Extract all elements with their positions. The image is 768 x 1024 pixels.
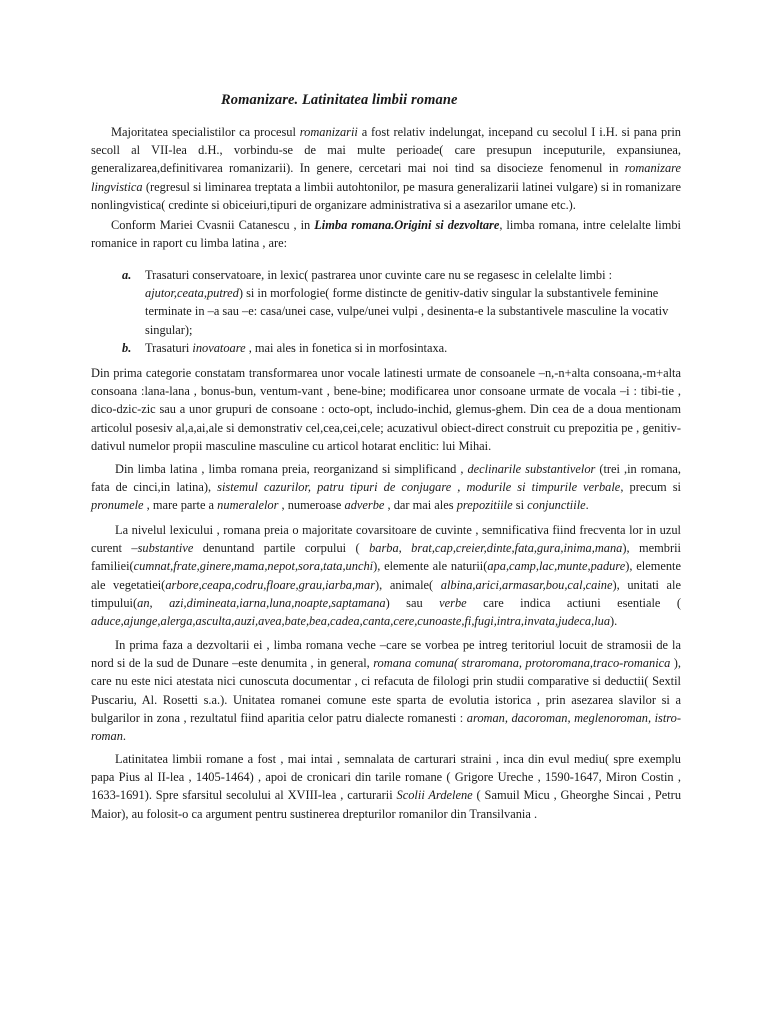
italic-term: aduce,ajunge,alerga,asculta,auzi,avea,bate,bea,cadea,canta,cere,cunoaste,fi,fugi,intra,invata,judeca,lua [91, 614, 611, 629]
italic-term: apa,camp,lac,munte,padure [487, 559, 626, 574]
text-span: , limba romana, intre celelalte limbi romanice in raport cu limba latina , are: [91, 218, 681, 251]
italic-term: barba, brat,cap,creier,dinte,fata,gura,inima,mana [369, 541, 623, 556]
text-span: , mai ales in fonetica si in morfosintaxa. [245, 340, 448, 355]
italic-term: substantive [137, 541, 194, 556]
text-span: , dar mai ales [384, 498, 457, 513]
text-span: care indica actiuni esentiale ( [466, 595, 682, 610]
paragraph-lexic [91, 521, 681, 630]
text-span: , mare parte a [143, 498, 218, 513]
italic-term: declinarile substantivelor [467, 462, 596, 476]
paragraph-latinitatea [91, 750, 681, 823]
text-span: denuntand partile corpului ( [193, 541, 370, 556]
text-span: In prima faza a dezvoltarii ei , limba romana veche –care se vorbea pe intreg teritoriul locuit de stramosii de la nord si de la sud de Dunare –este denumita , in general, [91, 638, 681, 671]
italic-term: aroman, dacoroman, meglenoroman, istro-roman [91, 710, 681, 744]
book-title: Limba romana.Origini si dezvoltare [314, 218, 500, 232]
list-marker: b. [122, 340, 132, 355]
text-span: , precum si [620, 480, 681, 495]
italic-term: inovatoare [192, 340, 246, 355]
paragraph-conform [91, 216, 681, 252]
text-span: (regresul si liminarea treptata a limbii autohtonilor, pe masura generalizarii latinei vulgare) si in romanizare nonlingvistica( credinte si obiceiuri,tipuri de organizare administrativa si a asezarilor umane etc.). [91, 179, 681, 212]
text-span: Trasaturi conservatoare, in lexic( pastrarea unor cuvinte care nu se regasesc in celelalte limbi : [145, 268, 613, 282]
paragraph-prima-categorie [91, 364, 681, 455]
italic-term: verbe [439, 595, 467, 610]
text-span: a fost relativ indelungat, incepand cu secolul I i.H. si pana prin secoll al VII-lea d.H., vorbindu-se de mai multe perioade( care presupun inceputurile, expansiunea, generalizarea,definitivarea romanizarii). In genere, cercetari mai noi tind sa disocieze fenomenul in [91, 125, 681, 176]
italic-term: sistemul cazurilor, patru tipuri de conjugare , modurile si timpurile verbale [217, 480, 621, 495]
text-span: . [122, 729, 127, 744]
list-marker: a. [122, 268, 132, 282]
italic-term: arbore,ceapa,codru,floare,grau,iarba,mar [165, 577, 376, 592]
text-span: si [512, 498, 528, 513]
text-span: ( Samuil Micu , Gheorghe Sincai , Petru Maior), au folosit-o ca argument pentru sustinerea drepturilor romanilor din Transilvania . [91, 788, 682, 821]
trait-list [91, 266, 681, 357]
italic-term: prepozitiile [456, 498, 513, 513]
italic-term: numeralelor [217, 498, 279, 513]
document-title: Romanizare. Latinitatea limbii romane [221, 92, 458, 108]
text-span: . [585, 498, 589, 513]
paragraph-romanizare [91, 123, 681, 214]
text-span: , numeroase [278, 498, 345, 513]
paragraph-limba-latina [91, 460, 681, 515]
italic-term: conjunctiile [527, 498, 586, 513]
italic-term: cumnat,frate,ginere,mama,nepot,sora,tata,unchi [133, 559, 374, 574]
italic-term: an, azi,dimineata,iarna,luna,noapte,saptamana [137, 595, 386, 610]
text-span: La nivelul lexicului , romana preia o majoritate covarsitoare de cuvinte , semnificativa fiind frecventa lor in uzul curent – [91, 523, 681, 556]
text-span: ) si in morfologie( forme distincte de genitiv-dativ singular la substantivele feminine terminate in –a sau –e: casa/unei case, vulpe/unei vulpi , desinenta-e la substantivele masculine la vocativ singular); [145, 286, 669, 337]
text-span: Din prima categorie constatam transformarea unor vocale latinesti urmate de consoanele –n,-n+alta consoana,-m+alta consoana :lana-lana , bonus-bun, ventum-vant , bene-bine; modificarea unor consoane urmate de vocala –i : tibi-tie , dico-dzic-zic sau a unor grupuri de consoane : octo-opt, includo-inchid, glemus-ghem. Din cea de a doua mentionam articolul posesiv al,a,ai,ale si demonstrativ cel,cea,cei,cele; acuzativul obiect-direct construit cu prepozitia pe , genitiv-dativul numelor propii masculine masculine cu articol hotarat enclitic: lui Mihai. [91, 366, 681, 453]
text-span: (trei ,in romana, fata de cinci,in latina), [91, 462, 681, 495]
text-span: Trasaturi [145, 340, 193, 355]
text-span: Latinitatea limbii romane a fost , mai intai , semnalata de carturari straini , inca din evul mediu( spre exemplu papa Pius al II-lea , 1405-1464) , apoi de cronicari din tarile romane ( Grigore Ureche , 1590-1647, Miron Costin , 1633-1691). Spre sfarsitul secolului al XVIII-lea , carturarii [91, 752, 681, 803]
text-span: ), animale( [375, 577, 441, 592]
text-span: ), elemente ale vegetatiei( [91, 559, 681, 592]
italic-term: Scolii Ardelene [396, 788, 473, 803]
text-span: ). [610, 614, 618, 629]
italic-term: albina,arici,armasar,bou,cal,caine [440, 577, 613, 592]
text-span: ), care nu este nici atestata nici cunoscuta documentar , ci refacuta de filologi prin studii comparative si deductii( Sextil Puscariu, Al. Rosetti s.a.). Unitatea romanei comune este sparta de evolutia istorica , prin asezarea slavilor si a bulgarilor in zona , rezultatul fiind aparitia celor patru dialecte romanesti : [91, 656, 682, 725]
list-item [91, 339, 681, 357]
paragraph-prima-faza [91, 636, 681, 745]
italic-term: pronumele [91, 498, 144, 513]
list-item [91, 266, 681, 339]
text-span: Din limba latina , limba romana preia, reorganizand si simplificand , [115, 462, 468, 476]
text-span: ), elemente ale naturii( [373, 559, 488, 574]
text-span: Conform Mariei Cvasnii Catanescu , in [111, 218, 315, 232]
italic-term: adverbe [344, 498, 385, 513]
italic-term: romanizare lingvistica [91, 161, 681, 194]
italic-term: ajutor,ceata,putred [145, 286, 239, 301]
text-span: Majoritatea specialistilor ca procesul [111, 125, 300, 139]
text-span: ), unitati ale timpului( [91, 577, 681, 610]
text-span: ) sau [385, 595, 440, 610]
italic-term: romana comuna( straromana, protoromana,traco-romanica [373, 656, 671, 671]
text-span: ), membrii familiei( [91, 541, 681, 574]
italic-term: romanizarii [299, 125, 358, 139]
